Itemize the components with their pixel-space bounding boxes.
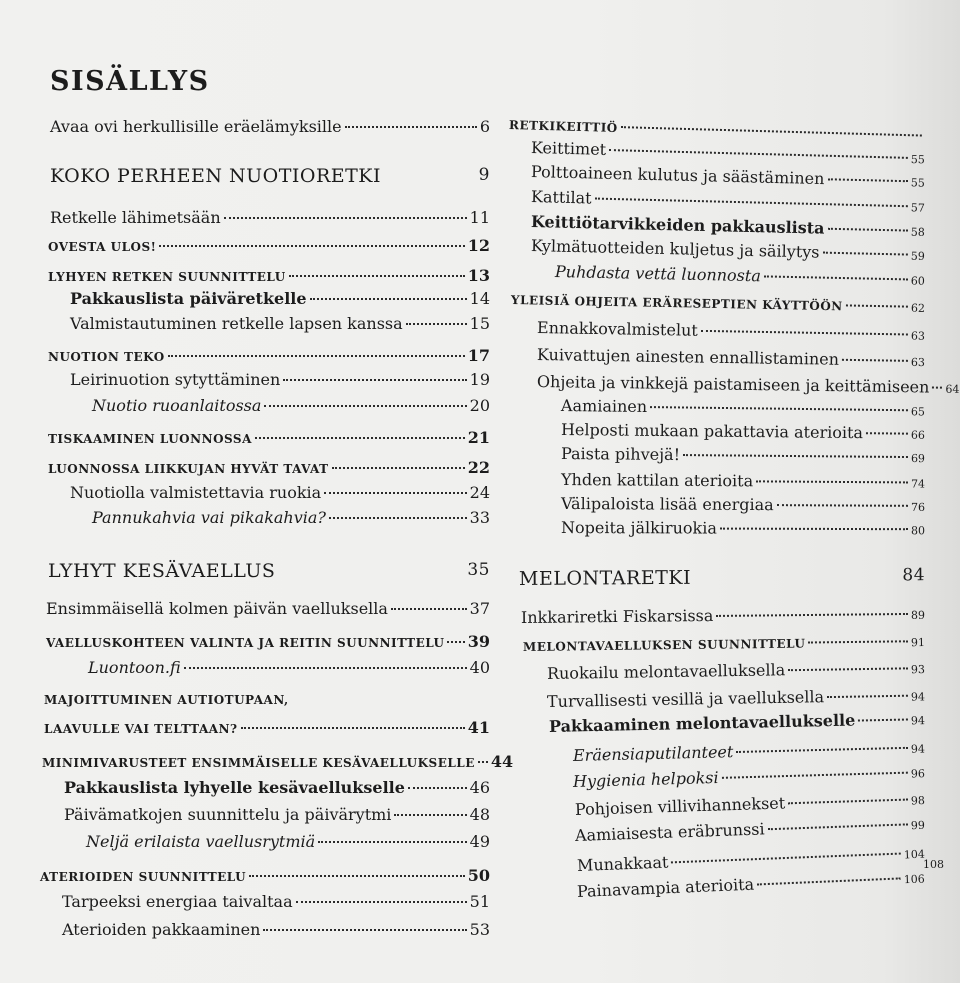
toc-entry-title: Paista pihvejä!	[560, 444, 681, 465]
dot-leader	[408, 787, 467, 789]
toc-page-number: 6	[479, 117, 490, 136]
toc-entry	[70, 289, 490, 308]
dot-leader	[345, 126, 477, 128]
toc-entry-title: Keittimet	[530, 138, 607, 159]
toc-entry	[531, 162, 925, 191]
toc-entry	[549, 709, 925, 736]
toc-page-number: 50	[467, 866, 490, 885]
toc-section-entry	[511, 293, 925, 315]
toc-entry-title: Eräensiaputilanteet	[572, 742, 734, 765]
toc-page-number: 94	[910, 742, 926, 756]
toc-entry-title: LYHYT KESÄVAELLUS	[48, 560, 276, 582]
toc-entry	[537, 318, 925, 344]
toc-page-number: 46	[469, 778, 490, 797]
dot-leader	[255, 437, 465, 439]
dot-leader	[822, 252, 907, 256]
toc-entry	[547, 658, 925, 683]
toc-page-number: 40	[469, 658, 490, 677]
toc-chapter-heading	[48, 560, 490, 582]
toc-page-number: 9	[478, 165, 490, 185]
toc-page-number: 20	[469, 396, 490, 415]
toc-page-number: 104	[903, 847, 926, 862]
toc-page-number: 89	[910, 608, 926, 622]
toc-entry-title: LUONNOSSA LIIKKUJAN HYVÄT TAVAT	[48, 462, 329, 476]
dot-leader	[788, 667, 908, 671]
dot-leader	[263, 929, 466, 931]
toc-entry	[573, 737, 925, 765]
toc-entry-title: Kattilat	[530, 187, 592, 208]
toc-entry	[64, 805, 490, 824]
dot-leader	[264, 405, 466, 407]
toc-entry	[70, 314, 490, 333]
toc-section-entry	[48, 458, 490, 477]
toc-entry-title: Nuotiolla valmistettavia ruokia	[70, 483, 322, 502]
dot-leader	[318, 841, 466, 843]
toc-entry-title: Ensimmäisellä kolmen päivän vaelluksella	[46, 599, 388, 618]
toc-page-number: 74	[910, 477, 926, 491]
toc-entry	[555, 262, 925, 289]
dot-leader	[332, 467, 465, 469]
toc-entry-title: MELONTARETKI	[518, 566, 692, 590]
toc-page-number: 11	[469, 208, 490, 227]
dot-leader	[168, 355, 465, 357]
toc-entry-title: Aamiaisesta eräbrunssi	[574, 819, 765, 845]
toc-entry-title: Aterioiden pakkaaminen	[62, 920, 261, 939]
toc-entry	[92, 396, 490, 415]
dot-leader	[394, 814, 466, 816]
toc-page-number: 84	[902, 565, 926, 586]
toc-entry-title: Nopeita jälkiruokia	[560, 518, 717, 538]
toc-entry-title: YLEISIÄ OHJEITA ERÄRESEPTIEN KÄYTTÖÖN	[510, 293, 843, 314]
toc-page-number: 49	[469, 832, 490, 851]
toc-entry	[561, 518, 925, 538]
toc-section-entry	[48, 236, 490, 255]
dot-leader	[866, 432, 908, 434]
toc-entry-title: Pannukahvia vai pikakahvia?	[92, 508, 327, 527]
toc-page-number: 35	[467, 560, 490, 580]
toc-entry	[521, 604, 925, 627]
toc-entry-title: Välipaloista lisää energiaa	[560, 494, 774, 515]
dot-leader	[932, 387, 942, 389]
toc-entry-title: Nuotio ruoanlaitossa	[92, 396, 262, 415]
dot-leader	[736, 747, 908, 753]
toc-entry	[86, 832, 490, 851]
toc-page-number: 66	[910, 428, 926, 442]
dot-leader	[289, 275, 465, 277]
toc-page-number: 51	[469, 892, 490, 911]
toc-section-entry	[44, 693, 490, 707]
toc-entry-title: Neljä erilaista vaellusrytmiä	[86, 832, 316, 851]
toc-entry	[62, 892, 490, 911]
toc-entry	[575, 789, 925, 819]
toc-section-entry	[40, 866, 490, 885]
toc-entry	[64, 778, 490, 797]
dot-leader	[827, 695, 908, 698]
page-title: SISÄLLYS	[50, 66, 210, 97]
toc-section-entry	[46, 632, 490, 651]
dot-leader	[249, 875, 465, 877]
toc-entry-title: Turvallisesti vesillä ja vaelluksella	[546, 687, 825, 711]
toc-page-number: 33	[469, 508, 490, 527]
toc-page-number: 53	[469, 920, 490, 939]
toc-entry-title: NUOTION TEKO	[48, 350, 165, 364]
toc-entry-title: Leirinuotion sytyttäminen	[70, 370, 281, 389]
dot-leader	[159, 245, 464, 247]
toc-section-entry	[523, 635, 925, 654]
toc-entry	[536, 372, 960, 397]
dot-leader	[720, 528, 908, 531]
toc-page-number: 63	[910, 329, 926, 343]
toc-entry-title: Puhdasta vettä luonnosta	[554, 262, 762, 286]
dot-leader	[310, 298, 467, 300]
toc-entry-title: Luontoon.fi	[88, 658, 181, 677]
dot-leader	[768, 823, 908, 830]
toc-page-number: 13	[467, 266, 490, 285]
dot-leader	[595, 198, 908, 208]
toc-entry-title: Painavampia aterioita	[576, 874, 755, 901]
toc-page-number: 98	[910, 794, 926, 808]
toc-page-number: 24	[469, 483, 490, 502]
dot-leader	[241, 727, 465, 729]
dot-leader	[478, 761, 488, 763]
dot-leader	[621, 126, 922, 136]
toc-page-number: 106	[903, 872, 926, 887]
toc-page-number: 48	[469, 805, 490, 824]
toc-entry-title: Aamiainen	[560, 396, 648, 417]
toc-page-number: 76	[910, 500, 926, 514]
toc-entry-title: Munakkaat	[576, 852, 669, 875]
dot-leader	[846, 304, 908, 307]
toc-page-number: 62	[910, 301, 926, 315]
dot-leader	[788, 799, 908, 805]
toc-section-entry	[48, 428, 490, 447]
toc-entry-title: Avaa ovi herkullisille eräelämyksille	[50, 117, 342, 136]
toc-chapter-heading	[50, 165, 490, 187]
dot-leader	[858, 718, 908, 721]
toc-entry-title: Kylmätuotteiden kuljetus ja säilytys	[530, 236, 820, 262]
toc-entry	[537, 345, 925, 370]
toc-entry-title: Ohjeita ja vinkkejä paistamiseen ja keittämiseen	[536, 372, 930, 397]
dot-leader	[329, 517, 467, 519]
dot-leader	[722, 772, 908, 779]
toc-entry-title: Yhden kattilan aterioita	[560, 470, 754, 491]
dot-leader	[716, 613, 908, 617]
dot-leader	[391, 608, 467, 610]
toc-entry	[50, 117, 490, 136]
dot-leader	[757, 877, 901, 885]
toc-entry-title: Tarpeeksi energiaa taivaltaa	[62, 892, 293, 911]
toc-page-number: 39	[467, 632, 490, 651]
toc-page-number: 22	[467, 458, 490, 477]
toc-page-number: 15	[469, 314, 490, 333]
toc-entry-title: TISKAAMINEN LUONNOSSA	[48, 432, 252, 446]
toc-entry-title: RETKIKEITTIÖ	[508, 118, 618, 136]
toc-entry-title: Keittiötarvikkeiden pakkauslista	[530, 212, 825, 238]
dot-leader	[827, 228, 907, 232]
toc-entry-title: Pakkauslista päiväretkelle	[70, 289, 307, 308]
toc-entry-title: OVESTA ULOS!	[48, 240, 157, 254]
toc-entry-title: Päivämatkojen suunnittelu ja päivärytmi	[64, 805, 392, 824]
dot-leader	[609, 149, 908, 159]
toc-page-number: 55	[910, 152, 925, 167]
toc-entry	[88, 658, 490, 677]
toc-entry-title: VAELLUSKOHTEEN VALINTA JA REITIN SUUNNITTELU	[46, 636, 445, 650]
toc-entry	[561, 470, 925, 492]
toc-entry	[531, 236, 925, 264]
dot-leader	[842, 359, 908, 362]
dot-leader	[447, 641, 464, 643]
toc-entry	[70, 483, 490, 502]
toc-entry	[575, 814, 925, 845]
dot-leader	[671, 853, 900, 864]
toc-entry-title: Ennakkovalmistelut	[536, 318, 698, 340]
dot-leader	[224, 217, 467, 219]
toc-chapter-heading	[519, 565, 925, 590]
toc-entry	[92, 508, 490, 527]
toc-entry	[70, 370, 490, 389]
toc-section-entry	[44, 718, 490, 737]
dot-leader	[184, 667, 467, 669]
toc-page-number: 94	[910, 714, 926, 728]
toc-entry	[561, 494, 925, 515]
toc-entry-title: Valmistautuminen retkelle lapsen kanssa	[70, 314, 403, 333]
toc-entry-title: Retkelle lähimetsään	[50, 208, 221, 227]
toc-entry-title: Ruokailu melontavaelluksella	[546, 660, 786, 683]
toc-page-number: 17	[467, 346, 490, 365]
toc-entry	[62, 920, 490, 939]
toc-page-number: 80	[910, 524, 926, 538]
dot-leader	[756, 480, 908, 483]
dot-leader	[283, 379, 466, 381]
toc-page-number: 64	[945, 382, 960, 396]
toc-entry-title: ATERIOIDEN SUUNNITTELU	[40, 870, 247, 884]
toc-entry	[573, 762, 925, 791]
toc-page-number: 94	[910, 690, 926, 704]
toc-page-number: 60	[910, 274, 926, 288]
toc-entry	[547, 685, 925, 711]
toc-page-number: 63	[910, 355, 926, 370]
toc-page-number: 59	[910, 249, 926, 263]
toc-entry	[531, 187, 925, 216]
toc-entry	[531, 212, 925, 240]
toc-section-entry	[48, 346, 490, 365]
toc-section-entry	[42, 752, 514, 771]
toc-page-number: 19	[469, 370, 490, 389]
toc-page-number: 99	[910, 818, 926, 833]
toc-entry-title: LYHYEN RETKEN SUUNNITTELU	[48, 270, 286, 284]
toc-page-number: 21	[467, 428, 490, 447]
toc-page-number: 41	[467, 718, 490, 737]
toc-entry-title: Helposti mukaan pakattavia aterioita	[560, 420, 864, 443]
toc-entry-title: LAAVULLE VAI TELTTAAN?	[44, 722, 238, 736]
toc-entry-title: Pohjoisen villivihannekset	[574, 793, 786, 819]
toc-page-number: 57	[910, 201, 925, 215]
toc-entry-title: Pakkaaminen melontavaellukselle	[548, 710, 856, 736]
toc-entry-title: MAJOITTUMINEN AUTIOTUPAAN,	[44, 693, 289, 707]
toc-entry-title: Polttoaineen kulutus ja säästäminen	[530, 162, 825, 189]
toc-page-number: 58	[910, 225, 926, 239]
dot-leader	[650, 406, 908, 411]
toc-entry	[561, 444, 925, 466]
toc-page-number: 55	[910, 176, 925, 190]
toc-page-number: 91	[910, 636, 926, 650]
toc-entry	[561, 420, 925, 443]
toc-entry-title: KOKO PERHEEN NUOTIORETKI	[50, 165, 382, 187]
toc-section-entry	[48, 266, 490, 285]
dot-leader	[777, 504, 908, 507]
toc-page-number: 93	[910, 663, 926, 677]
dot-leader	[827, 178, 907, 182]
toc-page-number: 14	[469, 289, 490, 308]
toc-page-number: 108	[923, 858, 944, 871]
toc-entry-title: Pakkauslista lyhyelle kesävaellukselle	[64, 778, 405, 797]
toc-entry	[46, 599, 490, 618]
toc-entry-title: Kuivattujen ainesten ennallistaminen	[536, 345, 840, 369]
dot-leader	[701, 330, 908, 336]
toc-page-number: 12	[467, 236, 490, 255]
toc-page-number: 44	[490, 752, 514, 771]
toc-entry	[561, 396, 925, 419]
dot-leader	[324, 492, 466, 494]
toc-page-number: 96	[910, 767, 926, 781]
toc-page-number: 65	[910, 405, 926, 419]
dot-leader	[406, 323, 467, 325]
dot-leader	[808, 640, 908, 643]
toc-page-number: 37	[469, 599, 490, 618]
toc-entry-title: Hygienia helpoksi	[572, 767, 719, 791]
toc-entry-title: MELONTAVAELLUKSEN SUUNNITTELU	[522, 636, 806, 654]
dot-leader	[683, 454, 908, 458]
toc-entry-title: MINIMIVARUSTEET ENSIMMÄISELLE KESÄVAELLUKSELLE	[42, 756, 475, 770]
dot-leader	[764, 275, 908, 280]
dot-leader	[296, 901, 467, 903]
toc-page-number: 69	[910, 452, 926, 466]
toc-entry	[50, 208, 490, 227]
toc-entry-title: Inkkariretki Fiskarsissa	[520, 605, 714, 627]
